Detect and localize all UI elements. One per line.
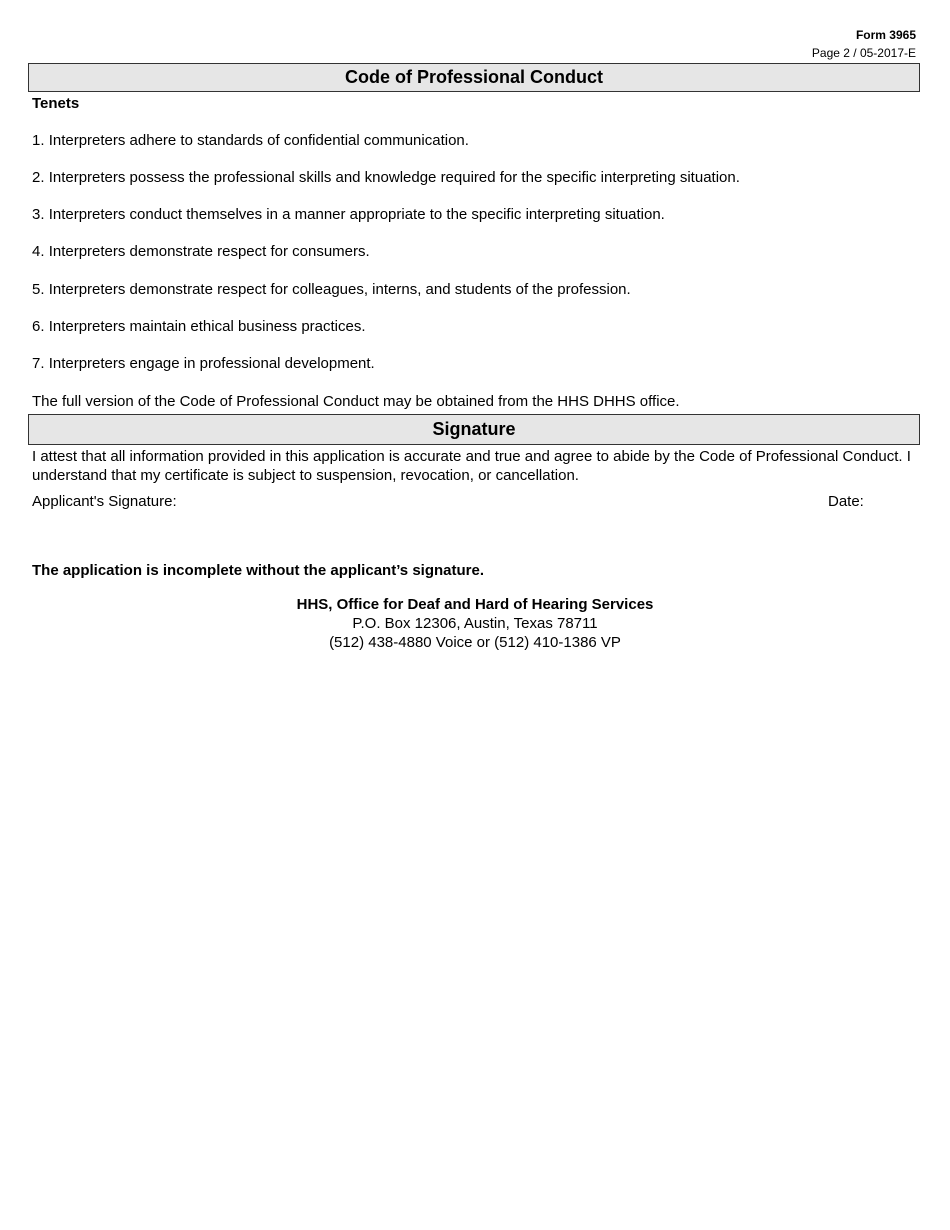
applicant-signature-label: Applicant's Signature: bbox=[32, 493, 177, 510]
tenet-item bbox=[32, 243, 370, 260]
tenet-number: 7. bbox=[32, 355, 45, 372]
tenet-item bbox=[32, 318, 366, 335]
form-number: Form 3965 bbox=[855, 28, 916, 42]
tenet-item bbox=[32, 206, 665, 223]
office-name: HHS, Office for Deaf and Hard of Hearing Services bbox=[296, 596, 654, 613]
tenet-number: 6. bbox=[32, 318, 45, 335]
date-label: Date: bbox=[828, 493, 864, 510]
full-version-note: The full version of the Code of Professional Conduct may be obtained from the HHS DHHS office. bbox=[32, 393, 680, 410]
tenet-number: 5. bbox=[32, 281, 45, 298]
office-address-block bbox=[0, 595, 950, 652]
tenet-item bbox=[32, 132, 469, 149]
tenet-number: 4. bbox=[32, 243, 45, 260]
incomplete-notice: The application is incomplete without the applicant’s signature. bbox=[32, 562, 484, 579]
tenet-text: Interpreters adhere to standards of confidential communication. bbox=[48, 132, 469, 149]
tenet-text: Interpreters demonstrate respect for consumers. bbox=[48, 243, 370, 260]
tenet-number: 2. bbox=[32, 169, 45, 186]
tenet-item bbox=[32, 169, 740, 186]
tenet-text: Interpreters conduct themselves in a manner appropriate to the specific interpreting situation. bbox=[48, 206, 665, 223]
tenet-number: 3. bbox=[32, 206, 45, 223]
tenet-text: Interpreters engage in professional development. bbox=[48, 355, 375, 372]
tenet-text: Interpreters possess the professional skills and knowledge required for the specific interpreting situation. bbox=[48, 169, 740, 186]
attestation-text: I attest that all information provided in this application is accurate and true and agree to abide by the Code of Professional Conduct. I understand that my certificate is subject to suspension, revocation, or cancellation. bbox=[32, 448, 911, 484]
tenet-text: Interpreters maintain ethical business practices. bbox=[48, 318, 366, 335]
tenet-text: Interpreters demonstrate respect for colleagues, interns, and students of the profession. bbox=[48, 281, 631, 298]
tenets-title: Tenets bbox=[32, 95, 80, 112]
signature-header: Signature bbox=[28, 414, 920, 445]
page-info: Page 2 / 05-2017-E bbox=[811, 46, 916, 60]
code-of-conduct-header: Code of Professional Conduct bbox=[28, 63, 920, 92]
mailing-address: P.O. Box 12306, Austin, Texas 78711 bbox=[352, 615, 598, 632]
tenet-item bbox=[32, 355, 375, 372]
tenet-item bbox=[32, 281, 631, 298]
tenet-number: 1. bbox=[32, 132, 45, 149]
phone-numbers: (512) 438-4880 Voice or (512) 410-1386 VP bbox=[329, 634, 621, 651]
